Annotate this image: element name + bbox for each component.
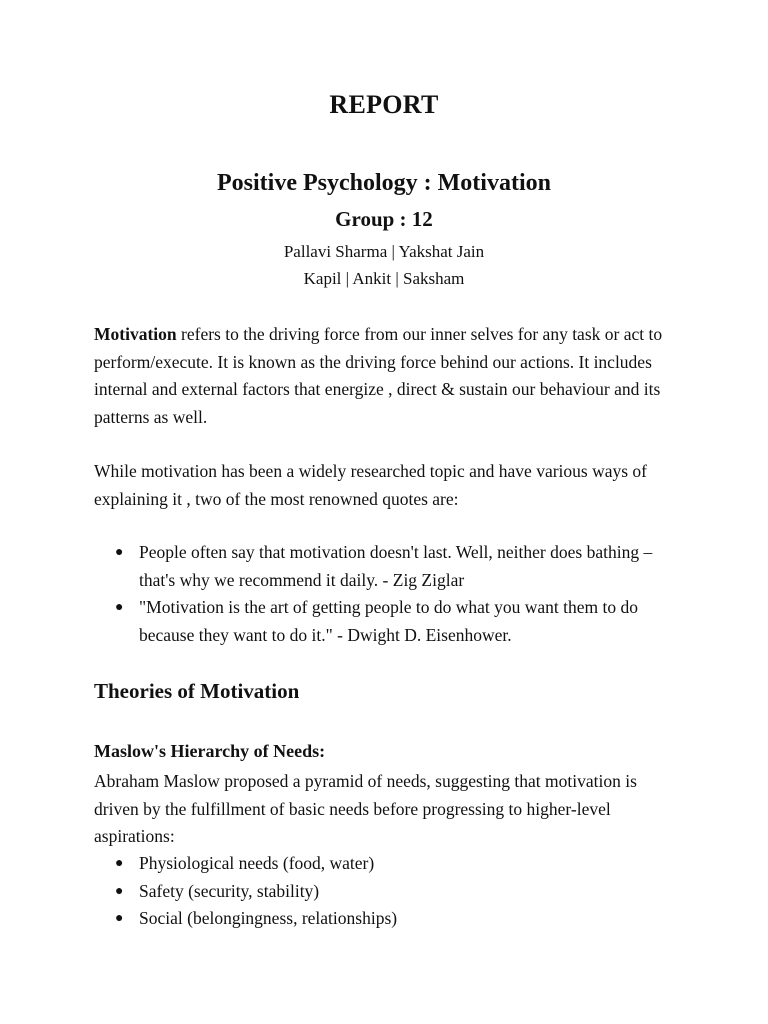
list-item (115, 594, 685, 649)
group-members-line-1: Pallavi Sharma | Yakshat Jain (283, 242, 485, 261)
bullet-icon: ● (115, 600, 124, 615)
group-members-line-2: Kapil | Ankit | Saksham (303, 269, 465, 288)
group-number: Group : 12 (335, 207, 433, 231)
report-title: REPORT (329, 90, 439, 119)
list-item (115, 850, 685, 878)
quotes-intro-paragraph: While motivation has been a widely researched topic and have various ways of explaining it , two of the most renowned quotes are: (94, 461, 648, 509)
intro-text: refers to the driving force from our inner selves for any task or act to perform/execute. It is known as the driving force behind our actions. It includes internal and external factors that energize , direct & sustain our behaviour and its patterns as well. (94, 324, 663, 427)
report-subtitle: Positive Psychology : Motivation (217, 170, 551, 196)
theories-heading: Theories of Motivation (94, 679, 300, 703)
bullet-icon: ● (115, 545, 124, 560)
list-item (115, 905, 685, 933)
maslow-paragraph: Abraham Maslow proposed a pyramid of needs, suggesting that motivation is driven by the fulfillment of basic needs before progressing to higher-level aspirations: (94, 771, 637, 846)
quote-text: People often say that motivation doesn't last. Well, neither does bathing –that's why we recommend it daily. - Zig Ziglar (139, 542, 653, 590)
need-text: Safety (security, stability) (139, 880, 320, 901)
intro-paragraph (94, 321, 684, 431)
intro-term: Motivation (94, 324, 177, 344)
list-item (115, 539, 685, 594)
quotes-list (115, 539, 685, 649)
bullet-icon: ● (115, 856, 124, 871)
need-text: Social (belongingness, relationships) (139, 908, 398, 928)
maslow-heading: Maslow's Hierarchy of Needs: (94, 741, 326, 761)
quote-text: "Motivation is the art of getting people to do what you want them to do because they want to do it." - Dwight D. Eisenhower. (139, 597, 639, 645)
need-text: Physiological needs (food, water) (139, 853, 375, 873)
needs-list (115, 850, 685, 933)
bullet-icon: ● (115, 883, 124, 899)
bullet-icon: ● (115, 911, 124, 926)
list-item (115, 878, 685, 906)
